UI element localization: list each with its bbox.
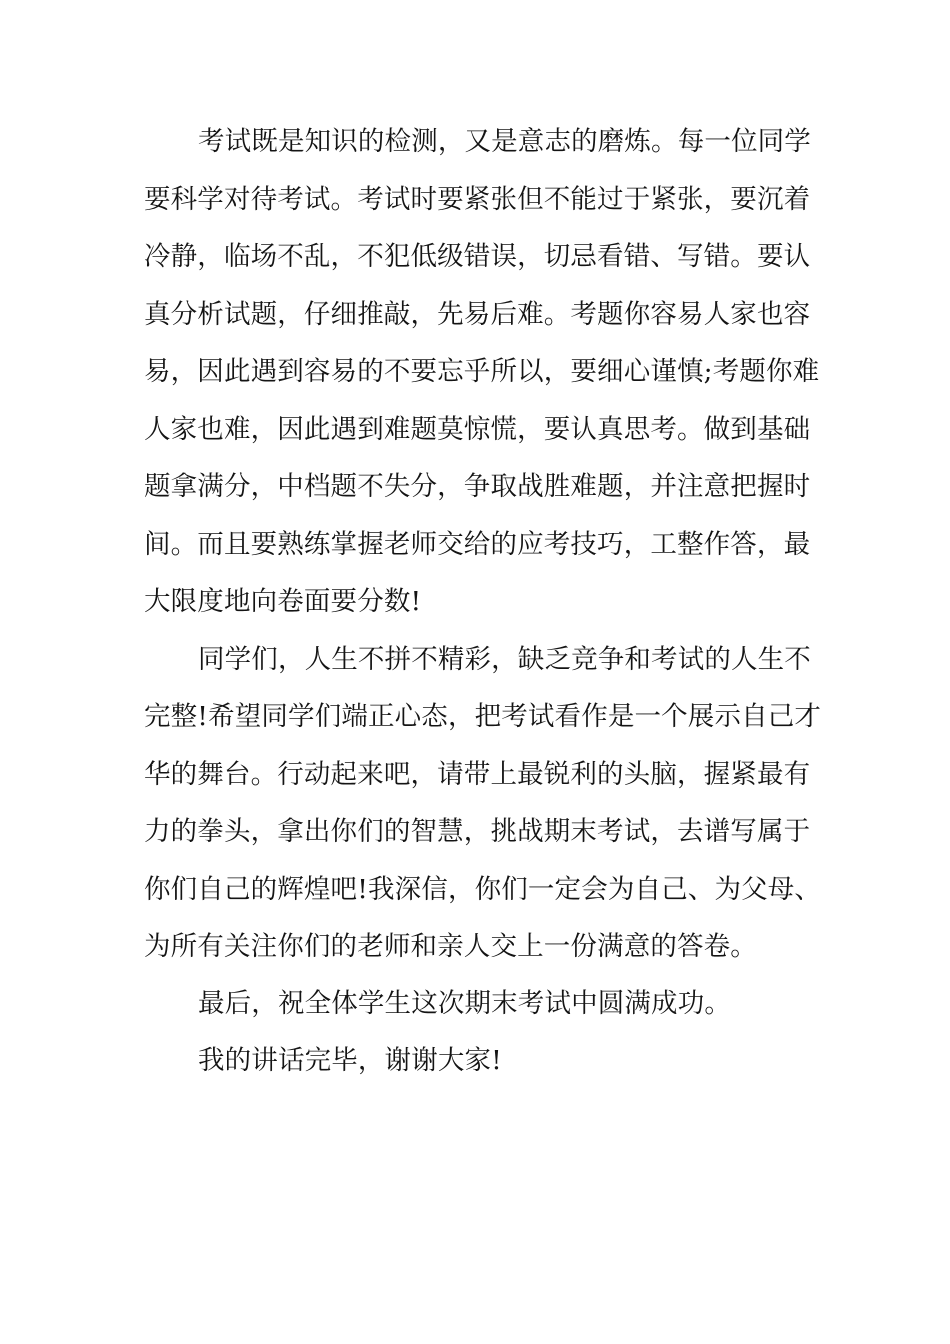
paragraph-4-line-1: 我的讲话完毕，谢谢大家! [198, 1045, 502, 1076]
paragraph-2-line-3: 华的舞台。行动起来吧，请带上最锐利的头脑，握紧最有 [144, 759, 811, 790]
paragraph-1-line-6: 人家也难，因此遇到难题莫惊慌，要认真思考。做到基础 [144, 414, 811, 445]
paragraph-3-line-1: 最后，祝全体学生这次期末考试中圆满成功。 [198, 988, 731, 1019]
paragraph-2-line-4: 力的拳头，拿出你们的智慧，挑战期末考试，去谱写属于 [144, 816, 811, 847]
paragraph-1-line-1: 考试既是知识的检测，又是意志的磨炼。每一位同学 [198, 126, 811, 157]
paragraph-1-line-9: 大限度地向卷面要分数! [144, 586, 422, 617]
paragraph-1-line-5: 易，因此遇到容易的不要忘乎所以，要细心谨慎;考题你难 [144, 356, 820, 387]
paragraph-1-line-8: 间。而且要熟练掌握老师交给的应考技巧，工整作答，最 [144, 529, 811, 560]
paragraph-1-line-2: 要科学对待考试。考试时要紧张但不能过于紧张，要沉着 [144, 184, 811, 215]
paragraph-2-line-1: 同学们，人生不拼不精彩，缺乏竞争和考试的人生不 [198, 644, 811, 675]
paragraph-1-line-7: 题拿满分，中档题不失分，争取战胜难题，并注意把握时 [144, 471, 811, 502]
paragraph-2-line-2: 完整!希望同学们端正心态，把考试看作是一个展示自己才 [144, 701, 822, 732]
paragraph-1-line-4: 真分析试题，仔细推敲，先易后难。考题你容易人家也容 [144, 299, 811, 330]
paragraph-2-line-5: 你们自己的辉煌吧!我深信，你们一定会为自己、为父母、 [144, 874, 822, 905]
paragraph-1-line-3: 冷静，临场不乱，不犯低级错误，切忌看错、写错。要认 [144, 241, 811, 272]
paragraph-2-line-6: 为所有关注你们的老师和亲人交上一份满意的答卷。 [144, 931, 757, 962]
